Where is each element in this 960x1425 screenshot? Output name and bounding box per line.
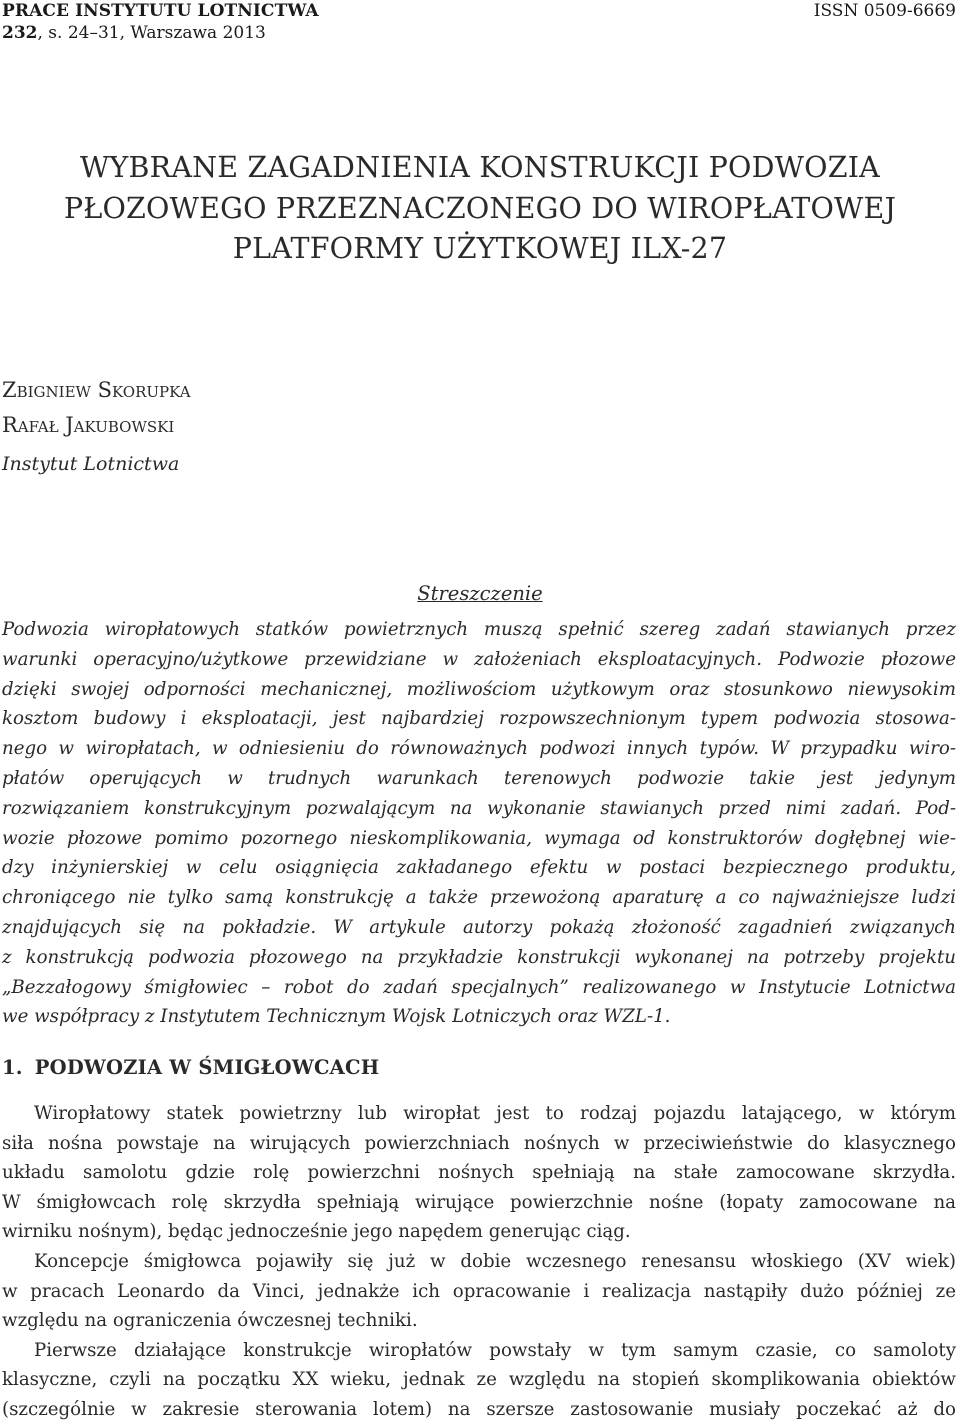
title-line: WYBRANE ZAGADNIENIA KONSTRUKCJI PODWOZIA <box>80 151 880 184</box>
author-name: Rafał Jakubowski <box>2 413 175 437</box>
abstract-line: płatów operujących w trudnych warunkach terenowych podwozie takie jest jedynym <box>2 767 956 789</box>
abstract-line: kosztom budowy i eksploatacji, jest najbardziej rozpowszechnionym typem podwozia stosowa- <box>2 708 956 730</box>
abstract-text <box>2 615 956 1032</box>
body-line: Wiropłatowy statek powietrzny lub wiropłat jest to rodzaj pojazdu latającego, w którym <box>34 1103 956 1124</box>
abstract-line: we współpracy z Instytutem Technicznym Wojsk Lotniczych oraz WZL-1. <box>2 1006 671 1028</box>
abstract-heading: Streszczenie <box>417 582 543 605</box>
abstract-line: chroniącego nie tylko samą konstrukcję a także przewożoną aparaturę a co najważniejsze ludzi <box>2 887 956 909</box>
affiliation: Instytut Lotnictwa <box>2 453 180 475</box>
abstract-line: „Bezzałogowy śmigłowiec – robot do zadań specjalnych” realizowanego w Instytucie Lotnictwa <box>2 976 956 998</box>
abstract-line: dzięki swojej odporności mechanicznej, możliwościom użytkowym oraz stosunkowo niewysokim <box>2 678 956 700</box>
body-line: W śmigłowcach rolę skrzydła spełniają wirujące powierzchnie nośne (łopaty zamocowane na <box>2 1191 956 1213</box>
journal-header <box>2 0 956 44</box>
section-number: 1. <box>2 1056 23 1079</box>
volume-number: 232 <box>2 23 38 43</box>
abstract-line: warunki operacyjno/użytkowe przewidziane w założeniach eksploatacyjnych. Podwozie płozowe <box>2 648 956 670</box>
body-line: układu samolotu gdzie rolę powierzchni nośnych spełniają na stałe zamocowane skrzydła. <box>2 1162 956 1184</box>
title-line: PLATFORMY UŻYTKOWEJ ILX-27 <box>232 232 728 265</box>
abstract-line: rozwiązaniem konstrukcyjnym pozwalającym na wykonanie stawianych przed nimi zadań. Pod- <box>2 797 956 819</box>
journal-name: PRACE INSTYTUTU LOTNICTWA <box>2 1 319 21</box>
abstract-line: dzy inżynierskiej w celu osiągnięcia zakładanego efektu w postaci bezpiecznego produktu, <box>2 857 956 879</box>
journal-citation <box>2 0 319 44</box>
author-name: Zbigniew Skorupka <box>2 378 191 402</box>
paper-title <box>0 148 960 270</box>
body-line: wirniku nośnym), będąc jednocześnie jego napędem generując ciąg. <box>2 1221 631 1243</box>
title-line: PŁOZOWEGO PRZEZNACZONEGO DO WIROPŁATOWEJ <box>63 191 897 225</box>
body-text <box>2 1099 956 1425</box>
abstract-line: Podwozia wiropłatowych statków powietrznych muszą spełnić szereg zadań stawianych przez <box>2 619 956 640</box>
volume-pages <box>2 22 319 44</box>
body-line: względu na ograniczenia ówczesnej techniki. <box>2 1310 418 1332</box>
author-list <box>2 373 191 443</box>
body-line: w pracach Leonardo da Vinci, jednakże ich opracowanie i realizacja nastąpiły dużo później ze <box>2 1280 956 1302</box>
abstract-line: z konstrukcją podwozia płozowego na przykładzie konstrukcji wykonanej na potrzeby projektu <box>2 946 956 968</box>
body-line: siła nośna powstaje na wirujących powierzchniach nośnych w przeciwieństwie do klasycznego <box>2 1132 956 1154</box>
body-line: Pierwsze działające konstrukcje wiropłatów powstały w tym samym czasie, co samoloty <box>34 1339 956 1361</box>
abstract-line: wozie płozowe pomimo pozornego nieskomplikowania, wymaga od konstruktorów dogłębnej wie- <box>2 827 956 849</box>
section-title: PODWOZIA W ŚMIGŁOWCACH <box>34 1056 380 1079</box>
body-line: (szczególnie w zakresie sterowania lotem) na szersze zastosowanie musiały poczekać aż do <box>2 1398 956 1420</box>
body-line: Koncepcje śmigłowca pojawiły się już w dobie wczesnego renesansu włoskiego (XV wiek) <box>34 1250 956 1272</box>
issn: ISSN 0509-6669 <box>813 1 956 21</box>
abstract-line: znajdujących się na pokładzie. W artykule autorzy pokażą złożoność zagadnień związanych <box>2 916 956 938</box>
section-heading <box>2 1056 379 1079</box>
abstract-line: nego w wiropłatach, w odniesieniu do równoważnych podwozi innych typów. W przypadku wiro- <box>2 738 956 760</box>
pages-place-year: , s. 24–31, Warszawa 2013 <box>37 23 266 43</box>
body-line: klasyczne, czyli na początku XX wieku, jednak ze względu na stopień skomplikowania obiektów <box>2 1369 956 1391</box>
